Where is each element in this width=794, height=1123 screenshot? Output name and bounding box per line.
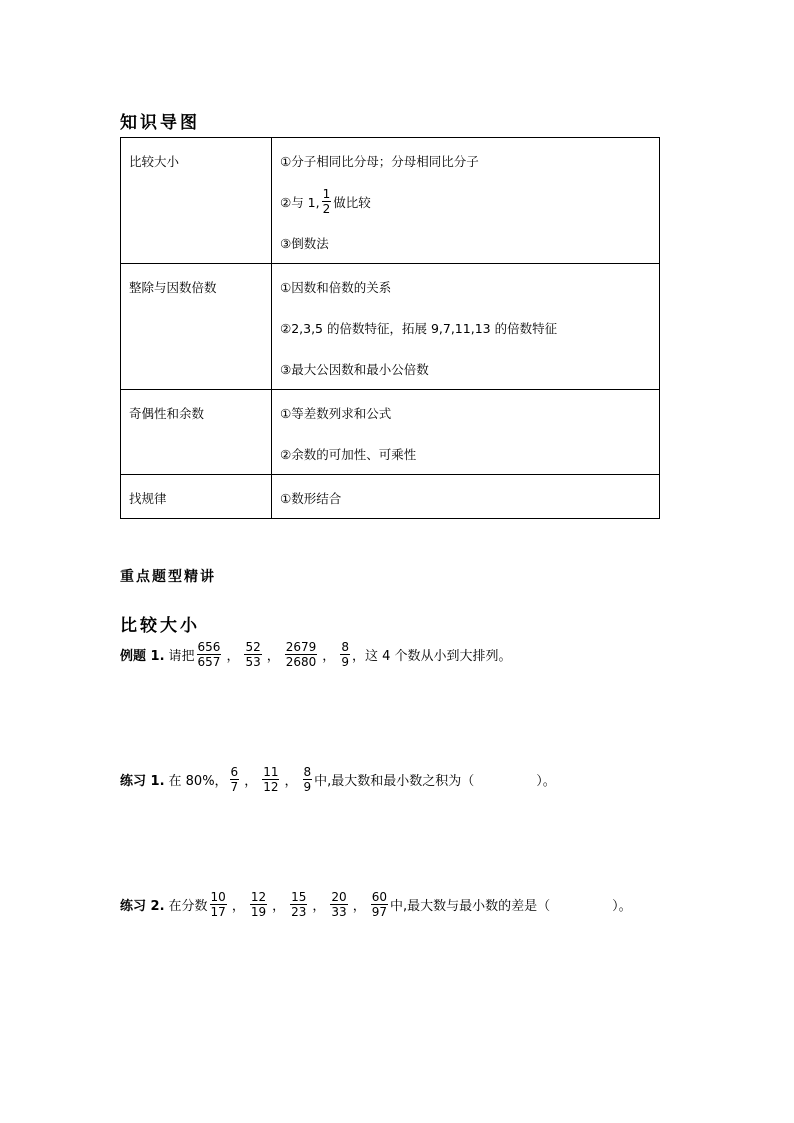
denominator: 53 — [245, 655, 261, 669]
topic-cell: 奇偶性和余数 — [121, 390, 272, 475]
knowledge-map-table — [120, 137, 660, 519]
fraction — [230, 765, 240, 794]
fraction — [285, 640, 318, 669]
topic-cell: 整除与因数倍数 — [121, 264, 272, 390]
problem-text: 在 80%， — [168, 774, 228, 789]
items-cell — [272, 138, 660, 264]
fraction — [303, 765, 313, 794]
items-cell — [272, 264, 660, 390]
fraction — [250, 890, 267, 919]
numerator: 2679 — [285, 640, 317, 654]
fraction — [210, 890, 227, 919]
denominator: 19 — [250, 905, 267, 919]
numerator: 656 — [197, 640, 221, 654]
denominator: 7 — [230, 780, 239, 794]
problem-text: ）。 — [612, 899, 632, 914]
table-row — [121, 138, 660, 264]
list-item: ①分子相同比分母；分母相同比分子 — [280, 153, 479, 169]
denominator: 9 — [341, 655, 349, 669]
numerator: 52 — [245, 640, 261, 654]
numerator: 6 — [230, 765, 239, 779]
problem-text: 请把 — [168, 649, 195, 664]
fraction — [244, 640, 261, 669]
numerator: 8 — [303, 765, 312, 779]
problem-text: ）。 — [536, 774, 556, 789]
problem-label: 练习 1. — [120, 774, 165, 789]
numerator: 1 — [322, 187, 331, 201]
items-cell — [272, 390, 660, 475]
separator: ， — [322, 649, 336, 664]
numerator: 60 — [371, 890, 387, 904]
fraction — [322, 187, 332, 216]
practice-2 — [120, 890, 632, 919]
list-item — [280, 181, 659, 222]
problem-text: ，这 4 个数从小到大排列。 — [351, 649, 512, 664]
separator: ， — [284, 774, 298, 789]
example-1 — [120, 640, 512, 669]
denominator: 23 — [291, 905, 307, 919]
fraction — [290, 890, 307, 919]
subsection-heading: 比较大小 — [120, 616, 200, 636]
topic-cell: 找规律 — [121, 475, 272, 519]
denominator: 97 — [371, 905, 387, 919]
practice-1 — [120, 765, 556, 794]
problem-label: 例题 1. — [120, 649, 165, 664]
list-item: ③最大公因数和最小公倍数 — [280, 361, 429, 377]
list-item: ②2,3,5 的倍数特征，拓展 9,7,11,13 的倍数特征 — [280, 320, 558, 336]
denominator: 2 — [322, 202, 331, 216]
separator: ， — [244, 774, 258, 789]
items-cell — [272, 475, 660, 519]
denominator: 17 — [210, 905, 226, 919]
fraction — [371, 890, 388, 919]
numerator: 12 — [250, 890, 267, 904]
denominator: 657 — [197, 655, 221, 669]
separator: ， — [312, 899, 326, 914]
numerator: 20 — [331, 890, 347, 904]
list-item: ①等差数列求和公式 — [280, 405, 392, 421]
problem-label: 练习 2. — [120, 899, 165, 914]
section-heading: 重点题型精讲 — [120, 569, 216, 585]
separator: ， — [266, 649, 280, 664]
topic-cell: 比较大小 — [121, 138, 272, 264]
numerator: 8 — [341, 640, 349, 654]
table-row — [121, 390, 660, 475]
fraction — [330, 890, 347, 919]
table-row — [121, 264, 660, 390]
list-item: ③倒数法 — [280, 235, 329, 251]
list-item: ②余数的可加性、可乘性 — [280, 446, 417, 462]
table-row — [121, 475, 660, 519]
separator: ， — [272, 899, 286, 914]
numerator: 10 — [210, 890, 226, 904]
item-text: ②与 1, — [280, 194, 320, 210]
separator: ， — [231, 899, 245, 914]
denominator: 9 — [303, 780, 312, 794]
separator: ， — [226, 649, 240, 664]
numerator: 15 — [291, 890, 307, 904]
problem-text: 在分数 — [168, 899, 208, 914]
denominator: 2680 — [285, 655, 317, 669]
separator: ， — [352, 899, 366, 914]
problem-text: 中,最大数和最小数之积为（ — [314, 774, 475, 789]
list-item: ①因数和倍数的关系 — [280, 279, 392, 295]
denominator: 12 — [263, 780, 279, 794]
fraction — [262, 765, 279, 794]
problem-text: 中,最大数与最小数的差是（ — [390, 899, 551, 914]
numerator: 11 — [263, 765, 279, 779]
fraction — [197, 640, 222, 669]
list-item: ①数形结合 — [280, 490, 342, 506]
fraction — [340, 640, 350, 669]
knowledge-map-heading: 知识导图 — [120, 113, 200, 133]
item-text: 做比较 — [333, 194, 371, 210]
denominator: 33 — [331, 905, 347, 919]
